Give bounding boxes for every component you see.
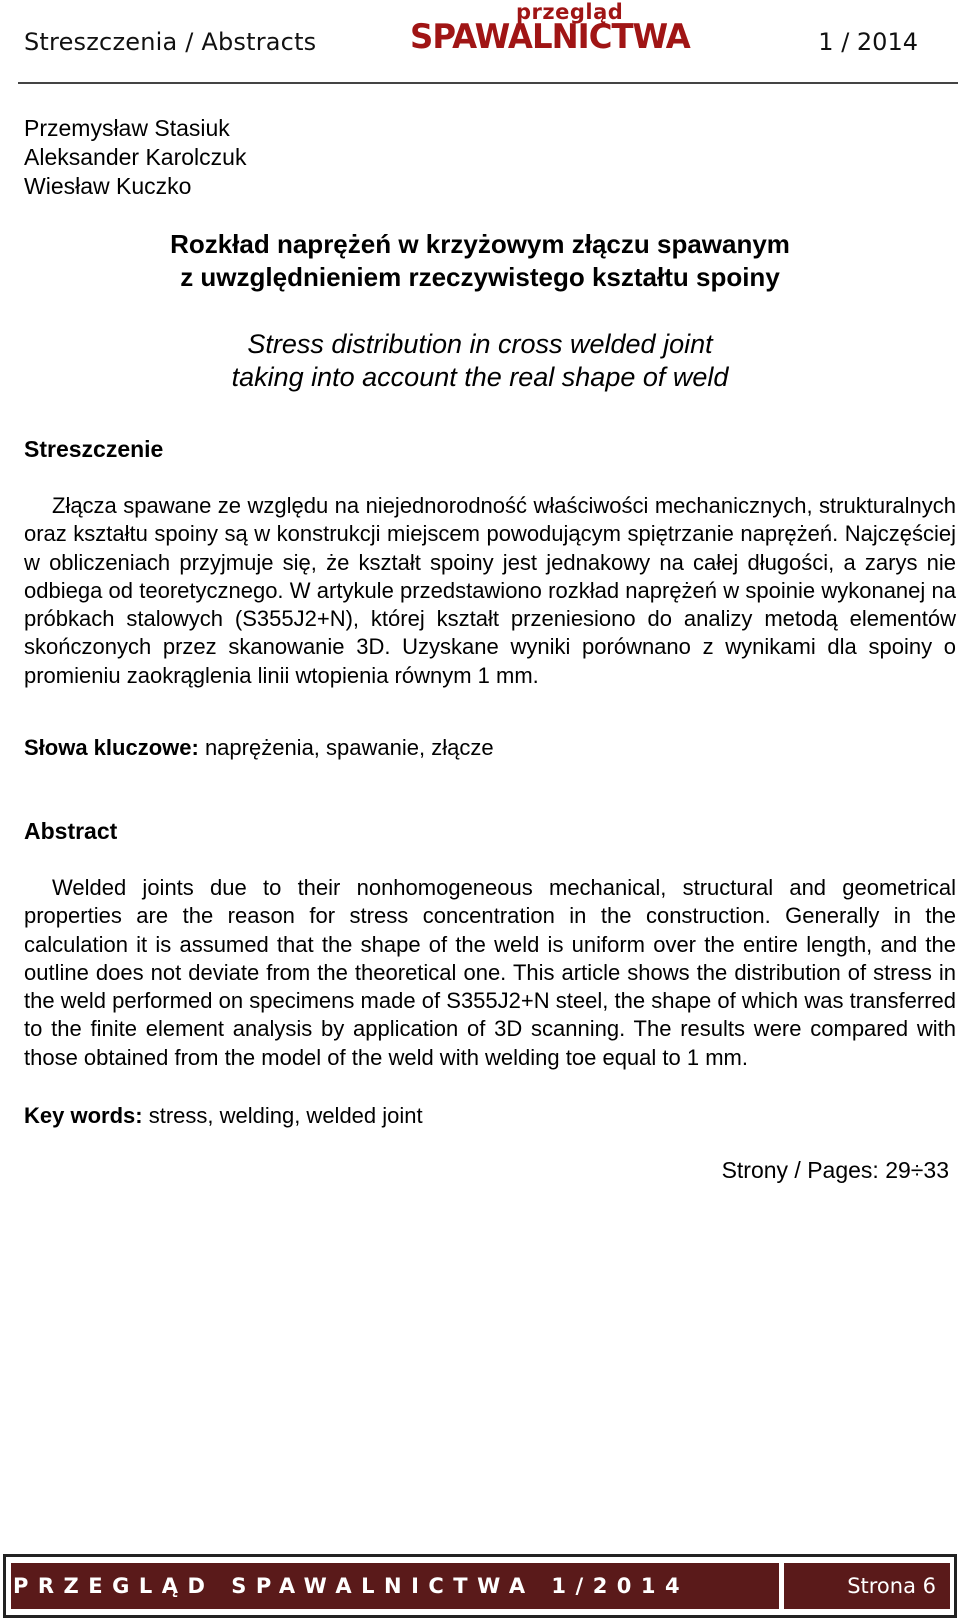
keywords-pl-values: naprężenia, spawanie, złącze	[198, 735, 494, 760]
header-divider	[18, 82, 958, 84]
journal-logo	[410, 0, 690, 60]
abstract-heading: Abstract	[24, 818, 118, 844]
streszczenie-text: Złącza spawane ze względu na niejednorodność właściwości mechanicznych, strukturalnych oraz kształtu spoiny są w konstrukcji miejscem powodującym spiętrzanie naprężeń. Najczęściej w obliczeniach przyjmuje się, że kształt spoiny jest jednakowy na całej długości, a zarys nie odbiega od teoretycznego. W artykule przedstawiono rozkład naprężeń w spoinie wykonanej na próbkach stalowych (S355J2+N), której kształt przeniesiono do analizy metodą elementów skończonych przez skanowanie 3D. Uzyskane wyniki porównano z wynikami dla spoiny o promieniu zaokrąglenia linii wtopienia równym 1 mm.	[24, 493, 956, 688]
page-footer	[3, 1554, 957, 1618]
author: Wiesław Kuczko	[24, 173, 192, 199]
page-header	[0, 0, 960, 86]
keywords-en-values: stress, welding, welded joint	[142, 1103, 423, 1128]
title-polish-line: z uwzględnieniem rzeczywistego kształtu spoiny	[180, 262, 780, 292]
title-polish	[0, 228, 960, 294]
author-list	[24, 114, 246, 201]
footer-journal: PRZEGLĄD SPAWALNICTWA 1/2014	[11, 1563, 779, 1609]
logo-title: SPAWALNICTWA	[410, 17, 690, 57]
footer-page-number: Strona 6	[784, 1563, 950, 1609]
title-english-line: taking into account the real shape of weld	[231, 362, 729, 392]
keywords-en-label: Key words:	[24, 1103, 143, 1128]
issue-number: 1 / 2014	[818, 28, 918, 56]
keywords-en	[24, 1103, 423, 1129]
page-range: Strony / Pages: 29÷33	[721, 1157, 949, 1183]
running-head: Streszczenia / Abstracts	[24, 28, 317, 56]
abstract-text: Welded joints due to their nonhomogeneous mechanical, structural and geometrical properties are the reason for stress concentration in the construction. Generally in the calculation it is assumed that the shape of the weld is uniform over the entire length, and the outline does not deviate from the theoretical one. This article shows the distribution of stress in the weld performed on specimens made of S355J2+N steel, the shape of which was transferred to the finite element analysis by application of 3D scanning. The results were compared with those obtained from the model of the weld with welding toe equal to 1 mm.	[24, 875, 956, 1070]
logo-subtitle: przegląd	[516, 0, 624, 24]
author: Przemysław Stasiuk	[24, 115, 230, 141]
keywords-pl-label: Słowa kluczowe:	[24, 735, 199, 760]
title-polish-line: Rozkład naprężeń w krzyżowym złączu spawanym	[170, 229, 790, 259]
author: Aleksander Karolczuk	[24, 144, 247, 170]
title-english	[0, 328, 960, 394]
streszczenie-heading: Streszczenie	[24, 436, 164, 462]
title-english-line: Stress distribution in cross welded joint	[247, 329, 713, 359]
keywords-pl	[24, 735, 494, 761]
